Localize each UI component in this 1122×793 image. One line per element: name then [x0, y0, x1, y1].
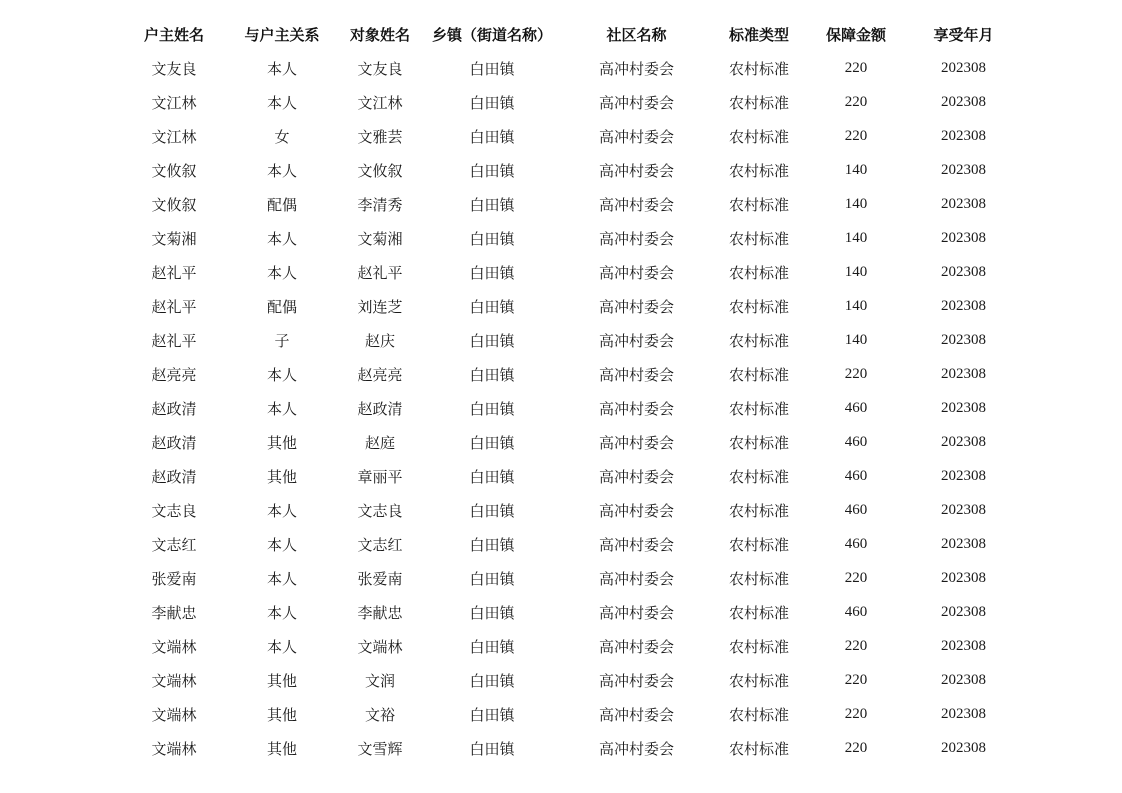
table-row — [120, 323, 1020, 357]
cell-subsidy-amount: 220 — [844, 127, 868, 144]
cell-household-head-name: 文菊湘 — [151, 229, 197, 248]
cell-household-head-name: 文志良 — [151, 501, 197, 520]
cell-township: 白田镇 — [469, 501, 515, 520]
cell-standard-type: 农村标准 — [728, 263, 789, 282]
cell-community-name: 高冲村委会 — [598, 297, 674, 316]
column-header-benefit-month: 享受年月 — [933, 25, 994, 44]
cell-township: 白田镇 — [469, 229, 515, 248]
cell-recipient-name: 文友良 — [357, 59, 403, 78]
table-row — [120, 629, 1020, 663]
cell-recipient-name: 章丽平 — [357, 467, 403, 486]
table-row — [120, 663, 1020, 697]
cell-community-name: 高冲村委会 — [598, 705, 674, 724]
column-header-household-head-name: 户主姓名 — [143, 25, 204, 44]
cell-household-head-name: 文志红 — [151, 535, 197, 554]
cell-standard-type: 农村标准 — [728, 433, 789, 452]
cell-community-name: 高冲村委会 — [598, 739, 674, 758]
cell-benefit-month: 202308 — [941, 671, 986, 688]
cell-subsidy-amount: 220 — [844, 93, 868, 110]
header-row — [120, 17, 1020, 51]
cell-household-head-name: 文江林 — [151, 127, 197, 146]
cell-standard-type: 农村标准 — [728, 671, 789, 690]
cell-benefit-month: 202308 — [941, 263, 986, 280]
cell-relationship: 本人 — [266, 535, 297, 554]
cell-household-head-name: 文攸叙 — [151, 195, 197, 214]
cell-household-head-name: 张爱南 — [151, 569, 197, 588]
cell-relationship: 本人 — [266, 501, 297, 520]
cell-standard-type: 农村标准 — [728, 637, 789, 656]
cell-subsidy-amount: 220 — [844, 637, 868, 654]
cell-subsidy-amount: 460 — [844, 603, 868, 620]
cell-benefit-month: 202308 — [941, 467, 986, 484]
cell-relationship: 本人 — [266, 93, 297, 112]
cell-recipient-name: 文攸叙 — [357, 161, 403, 180]
cell-relationship: 子 — [274, 331, 290, 350]
cell-township: 白田镇 — [469, 399, 515, 418]
cell-relationship: 配偶 — [266, 195, 297, 214]
cell-community-name: 高冲村委会 — [598, 603, 674, 622]
table-row — [120, 289, 1020, 323]
cell-relationship: 本人 — [266, 59, 297, 78]
cell-community-name: 高冲村委会 — [598, 59, 674, 78]
cell-benefit-month: 202308 — [941, 195, 986, 212]
cell-township: 白田镇 — [469, 467, 515, 486]
cell-subsidy-amount: 460 — [844, 399, 868, 416]
cell-household-head-name: 赵政清 — [151, 467, 197, 486]
cell-standard-type: 农村标准 — [728, 93, 789, 112]
cell-recipient-name: 李献忠 — [357, 603, 403, 622]
cell-subsidy-amount: 460 — [844, 535, 868, 552]
cell-township: 白田镇 — [469, 705, 515, 724]
table-row — [120, 119, 1020, 153]
cell-subsidy-amount: 460 — [844, 501, 868, 518]
column-header-recipient-name: 对象姓名 — [349, 25, 410, 44]
cell-subsidy-amount: 140 — [844, 331, 868, 348]
cell-benefit-month: 202308 — [941, 59, 986, 76]
cell-standard-type: 农村标准 — [728, 195, 789, 214]
cell-standard-type: 农村标准 — [728, 569, 789, 588]
cell-subsidy-amount: 460 — [844, 467, 868, 484]
cell-subsidy-amount: 140 — [844, 263, 868, 280]
table-row — [120, 697, 1020, 731]
cell-household-head-name: 赵礼平 — [151, 263, 197, 282]
cell-household-head-name: 文端林 — [151, 671, 197, 690]
beneficiary-table — [120, 17, 1020, 765]
table-row — [120, 255, 1020, 289]
cell-township: 白田镇 — [469, 569, 515, 588]
cell-relationship: 本人 — [266, 263, 297, 282]
cell-township: 白田镇 — [469, 331, 515, 350]
cell-community-name: 高冲村委会 — [598, 331, 674, 350]
table-row — [120, 425, 1020, 459]
cell-benefit-month: 202308 — [941, 501, 986, 518]
cell-relationship: 本人 — [266, 365, 297, 384]
cell-recipient-name: 文雅芸 — [357, 127, 403, 146]
cell-benefit-month: 202308 — [941, 569, 986, 586]
cell-relationship: 女 — [274, 127, 290, 146]
cell-relationship: 其他 — [266, 671, 297, 690]
cell-benefit-month: 202308 — [941, 297, 986, 314]
cell-standard-type: 农村标准 — [728, 161, 789, 180]
cell-community-name: 高冲村委会 — [598, 365, 674, 384]
cell-household-head-name: 赵政清 — [151, 433, 197, 452]
table-row — [120, 357, 1020, 391]
cell-benefit-month: 202308 — [941, 229, 986, 246]
cell-community-name: 高冲村委会 — [598, 535, 674, 554]
column-header-relationship: 与户主关系 — [244, 25, 320, 44]
cell-household-head-name: 文友良 — [151, 59, 197, 78]
cell-township: 白田镇 — [469, 433, 515, 452]
cell-subsidy-amount: 220 — [844, 671, 868, 688]
cell-subsidy-amount: 140 — [844, 195, 868, 212]
cell-standard-type: 农村标准 — [728, 59, 789, 78]
cell-subsidy-amount: 220 — [844, 739, 868, 756]
cell-standard-type: 农村标准 — [728, 229, 789, 248]
cell-community-name: 高冲村委会 — [598, 467, 674, 486]
cell-benefit-month: 202308 — [941, 535, 986, 552]
cell-recipient-name: 文菊湘 — [357, 229, 403, 248]
cell-subsidy-amount: 140 — [844, 297, 868, 314]
column-header-community-name: 社区名称 — [606, 25, 667, 44]
cell-standard-type: 农村标准 — [728, 739, 789, 758]
cell-subsidy-amount: 220 — [844, 59, 868, 76]
cell-recipient-name: 张爱南 — [357, 569, 403, 588]
cell-township: 白田镇 — [469, 365, 515, 384]
cell-recipient-name: 文志红 — [357, 535, 403, 554]
table-row — [120, 459, 1020, 493]
cell-benefit-month: 202308 — [941, 93, 986, 110]
cell-community-name: 高冲村委会 — [598, 569, 674, 588]
column-header-subsidy-amount: 保障金额 — [825, 25, 886, 44]
cell-relationship: 其他 — [266, 705, 297, 724]
cell-household-head-name: 文端林 — [151, 705, 197, 724]
cell-community-name: 高冲村委会 — [598, 671, 674, 690]
cell-township: 白田镇 — [469, 127, 515, 146]
cell-benefit-month: 202308 — [941, 705, 986, 722]
cell-community-name: 高冲村委会 — [598, 637, 674, 656]
table-row — [120, 85, 1020, 119]
cell-township: 白田镇 — [469, 671, 515, 690]
cell-subsidy-amount: 140 — [844, 229, 868, 246]
cell-benefit-month: 202308 — [941, 399, 986, 416]
table-row — [120, 51, 1020, 85]
cell-township: 白田镇 — [469, 535, 515, 554]
cell-recipient-name: 文裕 — [364, 705, 395, 724]
table-row — [120, 391, 1020, 425]
table-row — [120, 561, 1020, 595]
cell-household-head-name: 文攸叙 — [151, 161, 197, 180]
cell-recipient-name: 文江林 — [357, 93, 403, 112]
cell-standard-type: 农村标准 — [728, 365, 789, 384]
cell-relationship: 本人 — [266, 229, 297, 248]
cell-household-head-name: 文江林 — [151, 93, 197, 112]
cell-recipient-name: 赵庆 — [364, 331, 395, 350]
cell-benefit-month: 202308 — [941, 365, 986, 382]
cell-township: 白田镇 — [469, 637, 515, 656]
cell-relationship: 本人 — [266, 399, 297, 418]
cell-household-head-name: 李献忠 — [151, 603, 197, 622]
cell-subsidy-amount: 140 — [844, 161, 868, 178]
cell-standard-type: 农村标准 — [728, 501, 789, 520]
cell-community-name: 高冲村委会 — [598, 399, 674, 418]
cell-recipient-name: 文志良 — [357, 501, 403, 520]
cell-standard-type: 农村标准 — [728, 467, 789, 486]
table-row — [120, 595, 1020, 629]
cell-township: 白田镇 — [469, 195, 515, 214]
cell-benefit-month: 202308 — [941, 433, 986, 450]
cell-relationship: 本人 — [266, 161, 297, 180]
cell-standard-type: 农村标准 — [728, 127, 789, 146]
cell-community-name: 高冲村委会 — [598, 161, 674, 180]
cell-subsidy-amount: 460 — [844, 433, 868, 450]
cell-township: 白田镇 — [469, 59, 515, 78]
cell-recipient-name: 文润 — [364, 671, 395, 690]
cell-township: 白田镇 — [469, 93, 515, 112]
cell-community-name: 高冲村委会 — [598, 93, 674, 112]
cell-standard-type: 农村标准 — [728, 603, 789, 622]
cell-subsidy-amount: 220 — [844, 569, 868, 586]
cell-recipient-name: 赵庭 — [364, 433, 395, 452]
cell-benefit-month: 202308 — [941, 331, 986, 348]
cell-subsidy-amount: 220 — [844, 705, 868, 722]
cell-recipient-name: 赵政清 — [357, 399, 403, 418]
cell-household-head-name: 赵礼平 — [151, 297, 197, 316]
cell-community-name: 高冲村委会 — [598, 433, 674, 452]
cell-recipient-name: 赵礼平 — [357, 263, 403, 282]
cell-household-head-name: 赵礼平 — [151, 331, 197, 350]
cell-recipient-name: 文雪辉 — [357, 739, 403, 758]
cell-standard-type: 农村标准 — [728, 297, 789, 316]
cell-recipient-name: 赵亮亮 — [357, 365, 403, 384]
cell-community-name: 高冲村委会 — [598, 263, 674, 282]
table-row — [120, 187, 1020, 221]
cell-township: 白田镇 — [469, 739, 515, 758]
column-header-standard-type: 标准类型 — [728, 25, 789, 44]
cell-standard-type: 农村标准 — [728, 535, 789, 554]
cell-community-name: 高冲村委会 — [598, 229, 674, 248]
cell-standard-type: 农村标准 — [728, 331, 789, 350]
cell-township: 白田镇 — [469, 603, 515, 622]
cell-recipient-name: 刘连芝 — [357, 297, 403, 316]
cell-standard-type: 农村标准 — [728, 399, 789, 418]
table-row — [120, 527, 1020, 561]
table-row — [120, 153, 1020, 187]
cell-relationship: 本人 — [266, 569, 297, 588]
cell-subsidy-amount: 220 — [844, 365, 868, 382]
cell-benefit-month: 202308 — [941, 739, 986, 756]
cell-community-name: 高冲村委会 — [598, 127, 674, 146]
cell-household-head-name: 文端林 — [151, 739, 197, 758]
table-header — [120, 17, 1020, 51]
cell-relationship: 本人 — [266, 637, 297, 656]
column-header-township: 乡镇（街道名称） — [431, 25, 552, 44]
cell-township: 白田镇 — [469, 263, 515, 282]
cell-benefit-month: 202308 — [941, 637, 986, 654]
cell-household-head-name: 文端林 — [151, 637, 197, 656]
cell-household-head-name: 赵亮亮 — [151, 365, 197, 384]
cell-relationship: 配偶 — [266, 297, 297, 316]
cell-relationship: 其他 — [266, 467, 297, 486]
cell-household-head-name: 赵政清 — [151, 399, 197, 418]
cell-benefit-month: 202308 — [941, 161, 986, 178]
cell-relationship: 其他 — [266, 739, 297, 758]
cell-community-name: 高冲村委会 — [598, 501, 674, 520]
cell-community-name: 高冲村委会 — [598, 195, 674, 214]
cell-recipient-name: 文端林 — [357, 637, 403, 656]
table-body — [120, 51, 1020, 765]
table-row — [120, 731, 1020, 765]
table-row — [120, 493, 1020, 527]
cell-benefit-month: 202308 — [941, 127, 986, 144]
cell-township: 白田镇 — [469, 297, 515, 316]
cell-relationship: 其他 — [266, 433, 297, 452]
cell-township: 白田镇 — [469, 161, 515, 180]
cell-benefit-month: 202308 — [941, 603, 986, 620]
cell-standard-type: 农村标准 — [728, 705, 789, 724]
cell-recipient-name: 李清秀 — [357, 195, 403, 214]
table-row — [120, 221, 1020, 255]
cell-relationship: 本人 — [266, 603, 297, 622]
